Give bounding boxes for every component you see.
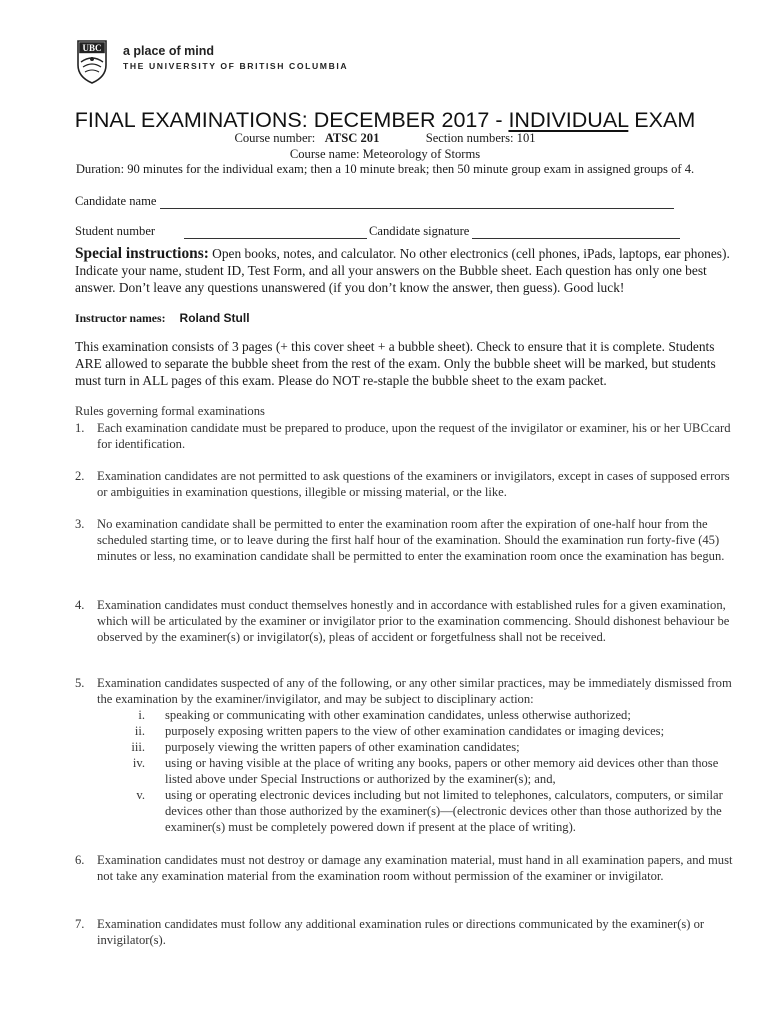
rule-item: [75, 597, 740, 645]
rule-text: Examination candidates suspected of any of the following, or any other similar practices, may be immediately dismissed from the examination by the examiner/invigilator, and may be subject to disciplinary action:: [97, 676, 732, 706]
rule-item: [75, 916, 740, 948]
section-number-value: 101: [516, 131, 536, 145]
student-number-label: Student number: [75, 224, 156, 238]
rule-text: Examination candidates are not permitted to ask questions of the examiners or invigilators, except in cases of supposed errors or ambiguities in examination questions, illegible or missing material, or the like.: [97, 469, 730, 499]
instructor-label: Instructor names:: [75, 311, 166, 325]
special-instructions-heading: Special instructions:: [75, 245, 209, 262]
sub-rule-text: purposely viewing the written papers of other examination candidates;: [165, 740, 520, 754]
sub-rule-item: [97, 787, 740, 835]
rules-heading: Rules governing formal examinations: [75, 404, 265, 418]
duration-line: Duration: 90 minutes for the individual exam; then a 10 minute break; then 50 minute group exam in assigned groups of 4.: [75, 162, 695, 176]
rule-text: Each examination candidate must be prepared to produce, upon the request of the invigilator or examiner, his or her UBCcard for identification.: [97, 421, 731, 451]
course-number-value: ATSC 201: [324, 131, 380, 145]
sub-rule-text: using or operating electronic devices including but not limited to telephones, calculators, computers, or similar devices other than those authorized by the examiner(s)—(electronic devices other than those authorized by the examiner(s) must be completely powered down if present at the place of writing).: [165, 788, 723, 834]
rule-item: [75, 675, 740, 835]
exam-info-paragraph: This examination consists of 3 pages (+ this cover sheet + a bubble sheet). Check to ensure that it is complete. Students ARE allowed to separate the bubble sheet from the rest of the exam. Only the bubble sheet will be marked, but students must turn in ALL pages of this exam. Please do NOT re-staple the bubble sheet to the exam packet.: [75, 339, 716, 388]
rule-number: 3.: [75, 517, 85, 531]
university-name: THE UNIVERSITY OF BRITISH COLUMBIA: [123, 61, 349, 71]
sub-rule-number: iv.: [132, 756, 145, 770]
course-name-line: Course name: Meteorology of Storms: [289, 147, 481, 161]
rule-text: Examination candidates must conduct themselves honestly and in accordance with established rules for a given examination, which will be articulated by the examiner or invigilator prior to the examination commencing. Should dishonest behaviour be observed by the examiner(s) or invigilator(s), pleas of accident or forgetfulness shall not be received.: [97, 598, 730, 644]
rule-item: [75, 468, 740, 500]
exam-title-underlined: INDIVIDUAL: [508, 108, 629, 132]
sub-rule-item: [97, 707, 740, 723]
sub-rule-item: [97, 739, 740, 755]
sub-rule-item: [97, 723, 740, 739]
exam-title-part1: FINAL EXAMINATIONS: DECEMBER 2017 -: [74, 108, 509, 132]
rule-number: 2.: [75, 469, 85, 483]
section-number-label: Section numbers:: [425, 131, 514, 145]
course-number-line: [0, 131, 770, 146]
rule-item: [75, 420, 740, 452]
rule-number: 5.: [75, 676, 85, 690]
rule-text: Examination candidates must not destroy or damage any examination material, must hand in all examination papers, and must not take any examination material from the examination room without permission of the examiner or invigilator.: [97, 853, 733, 883]
brand-tagline: a place of mind: [123, 44, 214, 58]
rule-number: 4.: [75, 598, 85, 612]
rule-text: Examination candidates must follow any additional examination rules or directions communicated by the examiner(s) or invigilator(s).: [97, 917, 705, 947]
sub-rule-text: purposely exposing written papers to the view of other examination candidates or imaging devices;: [165, 724, 665, 738]
candidate-name-input-line[interactable]: [160, 208, 674, 209]
sub-rule-number: v.: [136, 788, 145, 802]
candidate-signature-label: Candidate signature: [369, 224, 470, 238]
special-instructions: [75, 245, 735, 296]
rule-text: No examination candidate shall be permitted to enter the examination room after the expiration of one-half hour from the scheduled starting time, or to leave during the first half hour of the examination. Should the examination run forty-five (45) minutes or less, no examination candidate shall be permitted to enter the examination room once the examination has begun.: [97, 517, 725, 563]
rule-number: 6.: [75, 853, 85, 867]
sub-rule-number: ii.: [134, 724, 145, 738]
instructor-name: Roland Stull: [179, 311, 250, 325]
rule-item: [75, 516, 740, 564]
rule-number: 7.: [75, 917, 85, 931]
candidate-signature-input-line[interactable]: [472, 238, 680, 239]
sub-rule-text: using or having visible at the place of writing any books, papers or other memory aid devices other than those listed above under Special Instructions or authorized by the examiner(s); and,: [165, 756, 719, 786]
sub-rule-item: [97, 755, 740, 787]
sub-rule-text: speaking or communicating with other examination candidates, unless otherwise authorized;: [165, 708, 631, 722]
rule-number: 1.: [75, 421, 85, 435]
course-number-label: Course number:: [234, 131, 316, 145]
exam-title: [0, 108, 770, 133]
exam-title-part2: EXAM: [628, 108, 696, 132]
logo-text: UBC: [82, 43, 102, 53]
special-instructions-text: Open books, notes, and calculator. No other electronics (cell phones, iPads, laptops, ear phones). Indicate your name, student ID, Test Form, and all your answers on the Bubble sheet. Each question has only one best answer. Don’t leave any questions unanswered (if you don’t know the answer, then guess). Good luck!: [75, 246, 730, 295]
sub-rule-number: iii.: [131, 740, 145, 754]
ubc-crest-logo: [77, 40, 107, 84]
candidate-name-label: Candidate name: [75, 194, 157, 208]
rule-item: [75, 852, 740, 884]
instructor-line: [75, 311, 250, 326]
sub-rule-number: i.: [138, 708, 145, 722]
student-number-input-line[interactable]: [184, 238, 367, 239]
